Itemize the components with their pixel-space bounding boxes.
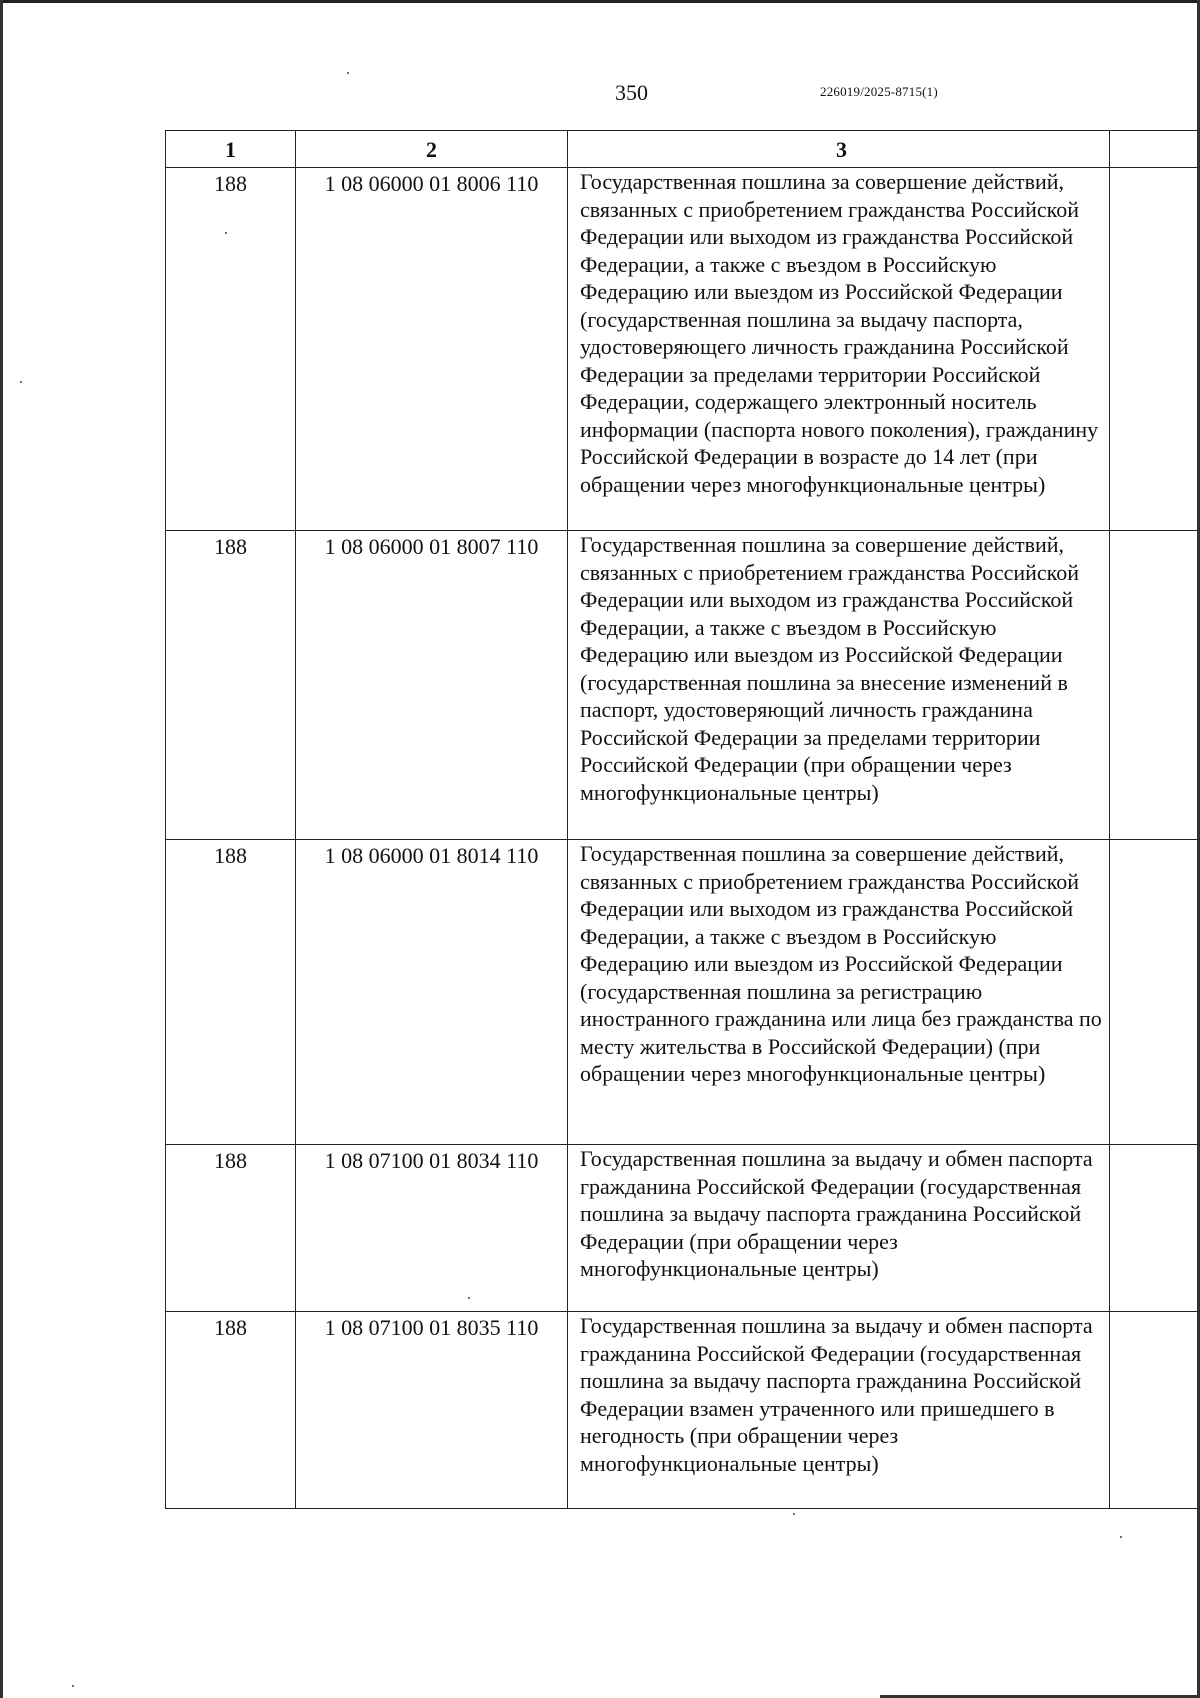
table-row — [165, 1144, 1200, 1311]
header-col-1: 1 — [165, 131, 295, 167]
table-row — [165, 167, 1200, 530]
scan-speck — [347, 72, 349, 74]
description-cell: Государственная пошлина за выдачу и обмен паспорта гражданина Российской Федерации (государственная пошлина за выдачу паспорта гражданина Российской Федерации (при обращении через многофункциональные центры) — [567, 1145, 1110, 1311]
description-cell: Государственная пошлина за выдачу и обмен паспорта гражданина Российской Федерации (государственная пошлина за выдачу паспорта гражданина Российской Федерации взамен утраченного или пришедшего в негодность (при обращении через многофункциональные центры) — [567, 1312, 1110, 1508]
admin-code-cell: 188 — [165, 168, 295, 530]
kbk-code-cell: 1 08 07100 01 8035 110 — [295, 1312, 567, 1508]
header-col-3: 3 — [567, 131, 1110, 167]
kbk-code-cell: 1 08 07100 01 8034 110 — [295, 1145, 567, 1311]
scan-speck — [20, 381, 22, 383]
scan-speck — [793, 1513, 795, 1515]
kbk-code-cell: 1 08 06000 01 8014 110 — [295, 840, 567, 1144]
admin-code-cell: 188 — [165, 1312, 295, 1508]
scan-edge-left — [0, 0, 3, 1698]
admin-code-cell: 188 — [165, 840, 295, 1144]
table-row — [165, 1311, 1200, 1509]
scan-edge-top — [0, 0, 1200, 3]
scan-speck — [72, 1685, 74, 1687]
page-number: 350 — [615, 80, 648, 105]
description-cell: Государственная пошлина за совершение действий, связанных с приобретением гражданства Российской Федерации или выходом из гражданства Российской Федерации, а также с въездом в Российскую Федерацию или выездом из Российской Федерации (государственная пошлина за регистрацию иностранного гражданина или лица без гражданства по месту жительства в Российской Федерации) (при обращении через многофункциональные центры) — [567, 840, 1110, 1144]
document-id: 226019/2025-8715(1) — [820, 84, 938, 99]
description-cell: Государственная пошлина за совершение действий, связанных с приобретением гражданства Российской Федерации или выходом из гражданства Российской Федерации, а также с въездом в Российскую Федерацию или выездом из Российской Федерации (государственная пошлина за внесение изменений в паспорт, удостоверяющий личность гражданина Российской Федерации за пределами территории Российской Федерации (при обращении через многофункциональные центры) — [567, 531, 1110, 839]
kbk-code-cell: 1 08 06000 01 8006 110 — [295, 168, 567, 530]
admin-code-cell: 188 — [165, 1145, 295, 1311]
fee-table — [165, 130, 1200, 1509]
kbk-code-cell: 1 08 06000 01 8007 110 — [295, 531, 567, 839]
table-header-row — [165, 130, 1200, 167]
admin-code-cell: 188 — [165, 531, 295, 839]
table-row — [165, 839, 1200, 1144]
header-col-2: 2 — [295, 131, 567, 167]
description-cell: Государственная пошлина за совершение действий, связанных с приобретением гражданства Российской Федерации или выходом из гражданства Российской Федерации, а также с въездом в Российскую Федерацию или выездом из Российской Федерации (государственная пошлина за выдачу паспорта, удостоверяющего личность гражданина Российской Федерации за пределами территории Российской Федерации, содержащего электронный носитель информации (паспорта нового поколения), гражданину Российской Федерации в возрасте до 14 лет (при обращении через многофункциональные центры) — [567, 168, 1110, 530]
scan-speck — [1120, 1536, 1122, 1538]
table-row — [165, 530, 1200, 839]
